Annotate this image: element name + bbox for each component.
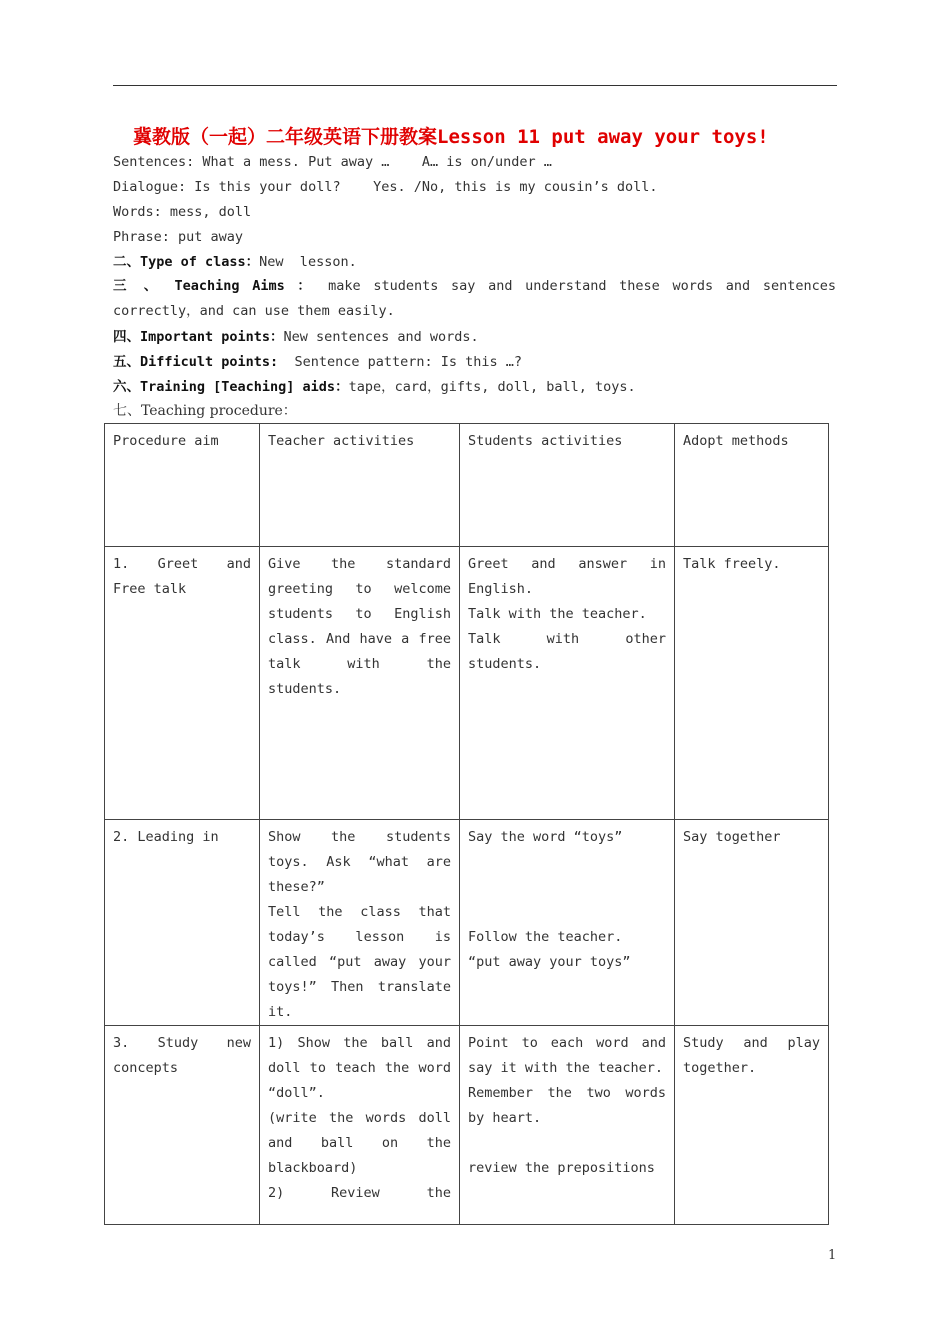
table-row [105,547,829,820]
header-adopt-methods: Adopt methods [675,424,829,547]
row3-method: Study and play together. [675,1026,829,1225]
type-of-class [113,252,357,272]
page-number: 1 [828,1248,837,1263]
difficult-points [113,352,522,372]
difficult-label: 五、Difficult points: [113,354,287,370]
important-points [113,327,479,347]
row2-students [460,820,675,1026]
table-row [105,1026,829,1225]
row3-teacher-line: 2) Review the [268,1185,451,1201]
header-students-activities: Students activities [460,424,675,547]
row1-students-line: Talk with the teacher. [468,606,647,622]
row1-teacher-text: Give the standard greeting to welcome students to English class. And have a free talk with the students. [268,556,451,697]
row3-teacher-line: 1) Show the ball and doll to teach the word “doll”. [268,1035,451,1101]
row3-students [460,1026,675,1225]
header-teacher-activities: Teacher activities [260,424,460,547]
row1-aim: 1. Greet and Free talk [105,547,260,820]
words-line: Words: mess, doll [113,204,252,220]
row2-students-line: Say the word “toys” [468,829,623,845]
row3-students-line: Point to each word and say it with the teacher. [468,1035,666,1076]
aims-value: make students say and understand these words and sentences correctly，and can use them easily. [113,278,836,319]
row2-aim: 2. Leading in [105,820,260,1026]
teaching-aims [113,274,836,324]
type-value: New lesson. [259,254,357,270]
header-rule [113,85,837,86]
row3-aim: 3. Study new concepts [105,1026,260,1225]
header-procedure-aim: Procedure aim [105,424,260,547]
dialogue-line: Dialogue: Is this your doll? Yes. /No, this is my cousin’s doll. [113,179,658,195]
row1-students-line: Talk with other students. [468,631,666,672]
row1-teacher [260,547,460,820]
row3-teacher-line: (write the words doll and ball on the blackboard) [268,1110,451,1176]
row2-teacher [260,820,460,1026]
important-label: 四、Important points： [113,329,284,345]
table-row [105,820,829,1026]
row1-students-line: Greet and answer in English. [468,556,666,597]
row1-students [460,547,675,820]
phrase-line: Phrase: put away [113,229,244,245]
difficult-value: Sentence pattern: Is this …? [286,354,523,370]
aids-value: tape，card，gifts, doll, ball, toys. [348,379,636,395]
row2-students-line: Follow the teacher. [468,929,623,945]
table-header-row [105,424,829,547]
aims-label: 三 、 Teaching Aims ： [113,278,316,294]
important-value: New sentences and words. [283,329,479,345]
aids-label: 六、Training [Teaching] aids： [113,379,349,395]
row3-students-line: review the prepositions [468,1160,655,1176]
row3-teacher [260,1026,460,1225]
row2-students-line: “put away your toys” [468,954,631,970]
type-label: 二、Type of class： [113,254,260,270]
sentences-line: Sentences: What a mess. Put away … A… is on/under … [113,154,552,170]
document-title: 冀教版（一起）二年级英语下册教案Lesson 11 put away your toys! [133,126,769,148]
procedure-heading: 七、Teaching procedure： [113,403,297,419]
row3-students-line: Remember the two words by heart. [468,1085,666,1126]
row1-method: Talk freely. [675,547,829,820]
procedure-table [104,423,829,1225]
row2-method: Say together [675,820,829,1026]
teaching-aids [113,377,636,397]
row2-teacher-line: Tell the class that today’s lesson is called “put away your toys!” Then translate it. [268,904,451,1020]
row2-teacher-line: Show the students toys. Ask “what are these?” [268,829,451,895]
